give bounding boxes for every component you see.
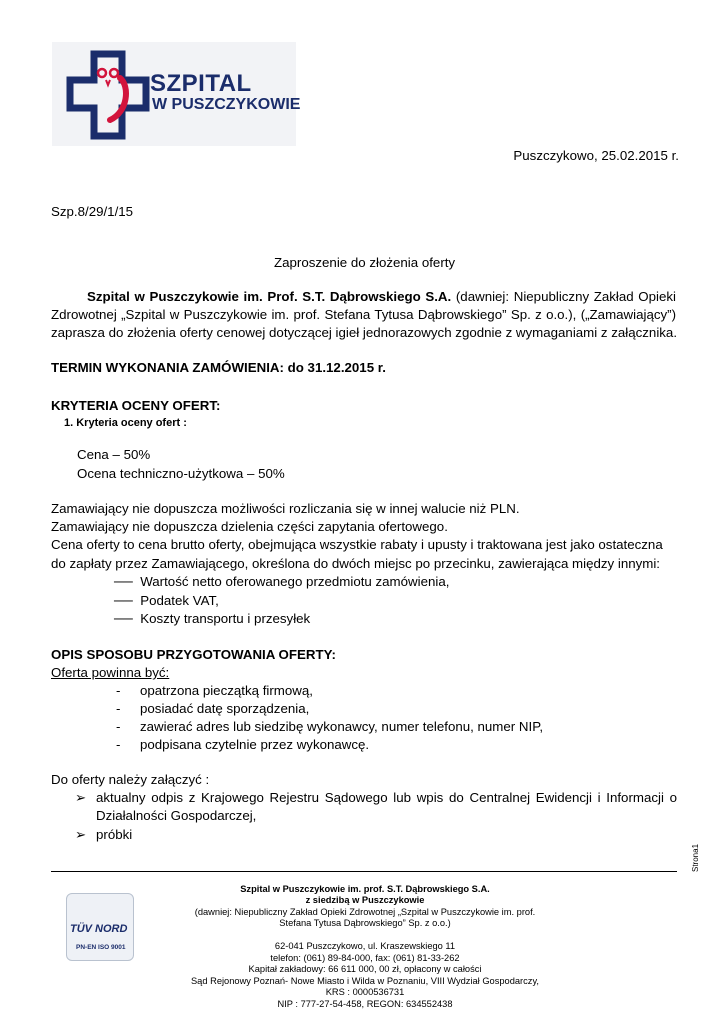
hospital-name: Szpital w Puszczykowie im. Prof. S.T. Dąbrowskiego S.A. [87, 289, 452, 304]
footer-divider [51, 871, 677, 872]
reference-number: Szp.8/29/1/15 [51, 204, 134, 219]
list-item-label: posiadać datę sporządzenia, [140, 701, 310, 716]
intro-line-3: zaprasza do złożenia oferty cenowej dotyczącej igieł jednorazowych zgodnie z wymaganiami z załącznika. [51, 325, 678, 340]
deadline: TERMIN WYKONANIA ZAMÓWIENIA: do 31.12.2015 r. [51, 360, 386, 375]
preparation-heading: OPIS SPOSOBU PRZYGOTOWANIA OFERTY: [51, 647, 336, 662]
hospital-cross-logo-icon [66, 50, 150, 140]
division-note: Zamawiający nie dopuszcza dzielenia części zapytania ofertowego. [51, 519, 448, 534]
price-item-label: Podatek VAT, [140, 593, 219, 608]
attachments-intro: Do oferty należy załączyć : [51, 772, 210, 787]
price-item-label: Koszty transportu i przesyłek [140, 611, 311, 626]
footer-capital: Kapitał zakładowy: 66 611 000, 00 zł, opłacony w całości [248, 964, 482, 974]
criteria-heading: KRYTERIA OCENY OFERT: [51, 398, 221, 413]
list-item-label: zawierać adres lub siedzibę wykonawcy, numer telefonu, numer NIP, [140, 719, 544, 734]
price-definition-line-1: Cena oferty to cena brutto oferty, obejmująca wszystkie rabaty i upusty i traktowana jest jako ostateczna [51, 537, 663, 552]
footer-former-name-cont: Stefana Tytusa Dąbrowskiego” Sp. z o.o.) [279, 918, 451, 928]
document-title: Zaproszenie do złożenia oferty [274, 255, 456, 270]
dash-marker: - [116, 701, 121, 716]
arrow-icon: ➢ [75, 827, 87, 842]
footer-address: 62-041 Puszczykowo, ul. Kraszewskiego 11 [274, 941, 456, 951]
attachment-item-1-line-2: Działalności Gospodarczej, [96, 808, 257, 823]
footer-court: Sąd Rejonowy Poznań- Nowe Miasto i Wilda w Poznaniu, VIII Wydział Gospodarczy, [190, 976, 539, 986]
footer-krs: KRS : 0000536731 [325, 987, 405, 997]
list-item [116, 736, 370, 754]
document-date: Puszczykowo, 25.02.2015 r. [513, 148, 679, 163]
currency-note: Zamawiający nie dopuszcza możliwości rozliczania się w innej walucie niż PLN. [51, 501, 520, 516]
price-definition-line-2: do zapłaty przez Zamawiającego, określona do dwóch miejsc po przecinku, zawierająca między innymi: [51, 556, 660, 571]
criteria-subheading: 1. Kryteria oceny ofert : [64, 417, 187, 429]
page-label: Strona1 [691, 843, 700, 872]
price-item [114, 610, 310, 628]
price-item [114, 573, 449, 591]
tuv-logo-text: TÜV NORD [70, 923, 128, 935]
footer-contact: telefon: (061) 89-84-000, fax: (061) 81-33-262 [270, 953, 460, 963]
offer-requirements-subheading: Oferta powinna być: [51, 665, 170, 680]
price-item-label: Wartość netto oferowanego przedmiotu zamówienia, [140, 574, 450, 589]
list-item-label: opatrzona pieczątką firmową, [140, 683, 313, 698]
intro-line-1 [51, 288, 676, 307]
arrow-icon: ➢ [75, 790, 87, 805]
logo-title: SZPITAL [150, 70, 252, 97]
footer-former-name: (dawniej: Niepubliczny Zakład Opieki Zdrowotnej „Szpital w Puszczykowie im. prof. [194, 907, 536, 917]
attachment-item-1-line-1: aktualny odpis z Krajowego Rejestru Sądowego lub wpis do Centralnej Ewidencji i Informacji o [96, 790, 677, 805]
list-item [116, 682, 313, 700]
iso-label: PN-EN ISO 9001 [76, 944, 126, 951]
dash-marker: - [116, 683, 121, 698]
list-item-label: podpisana czytelnie przez wykonawcę. [140, 737, 370, 752]
intro-rest: (dawniej: Niepubliczny Zakład Opieki [451, 289, 676, 304]
attachment-item-2: próbki [96, 827, 133, 842]
dash-marker: - [116, 719, 121, 734]
dash-marker: - [116, 737, 121, 752]
footer-company-name: Szpital w Puszczykowie im. prof. S.T. Dąbrowskiego S.A. [240, 884, 490, 894]
footer-nip-regon: NIP : 777-27-54-458, REGON: 634552438 [277, 999, 453, 1009]
list-item [116, 700, 310, 718]
criteria-item-technical: Ocena techniczno-użytkowa – 50% [77, 466, 285, 481]
footer-seat: z siedzibą w Puszczykowie [305, 895, 425, 905]
long-dash-marker: ── [114, 574, 133, 589]
list-item [116, 718, 544, 736]
criteria-item-price: Cena – 50% [77, 447, 151, 462]
price-item [114, 592, 219, 610]
logo-subtitle: W PUSZCZYKOWIE [152, 96, 301, 113]
long-dash-marker: ── [114, 611, 133, 626]
long-dash-marker: ── [114, 593, 133, 608]
intro-line-2: Zdrowotnej „Szpital w Puszczykowie im. prof. Stefana Tytusa Dąbrowskiego” Sp. z o.o.), („Zamawiający”) [51, 307, 676, 322]
